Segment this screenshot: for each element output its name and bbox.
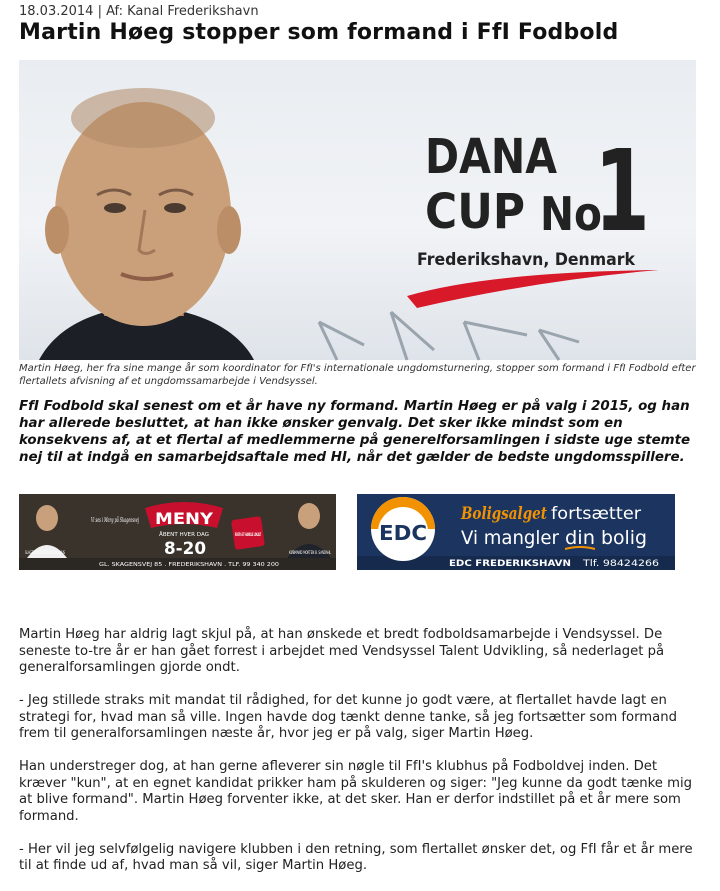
- left-ear: [45, 206, 69, 254]
- hero-image: [19, 60, 696, 360]
- shaved-hair: [71, 88, 215, 148]
- article-paragraph: - Jeg stillede straks mit mandat til rådighed, for det kunne jo godt være, at flertallet havde lagt en strategi for, hvad man så ville. Ingen havde dog tænkt denne tanke, så jeg fortsætter som formand frem til generalforsamlingen næste år, hvor jeg er på valg, siger Martin Høeg.: [19, 693, 677, 741]
- meny-address: GL. SKAGENSVEJ 85 . FREDERIKSHAVN . TLF. 99 340 200: [99, 562, 280, 568]
- edc-logo-text: EDC: [379, 521, 427, 545]
- image-caption: Martin Høeg, her fra sine mange år som koordinator for FfI's internationale ungdomsturnering, stopper som formand i FfI Fodbold efter flertallets afvisning af et ungdomssamarbejde i Vendsyssel.: [19, 363, 696, 387]
- meny-open-label: ÅBENT HVER DAG: [159, 532, 209, 538]
- article-lead: FfI Fodbold skal senest om et år have ny formand. Martin Høeg er på valg i 2015, og han har allerede besluttet, at han ikke ønsker genvalg. Det sker ikke mindst som en konsekvens af, at et flertal af medlemmerne på generelforsamlingen i sidste uge stemte nej til at indgå en samarbejdsaftale med HI, når det gælder de bedste ungdomsspillere.: [19, 399, 691, 465]
- right-ear: [217, 206, 241, 254]
- person-left-label: SLAGTERMESTER NICOLAI BUUS: [25, 551, 98, 556]
- article-meta: 18.03.2014 | Af: Kanal Frederikshavn: [19, 4, 259, 19]
- right-eye: [164, 203, 186, 213]
- logo-swoosh: [407, 270, 659, 308]
- crane-silhouettes: [319, 312, 579, 360]
- logo-one: 1: [594, 127, 650, 257]
- hero-illustration: [19, 60, 696, 360]
- edc-line2-a: Vi mangler: [461, 527, 560, 549]
- meny-hours: 8-20: [164, 539, 207, 559]
- person-right-photo: [298, 503, 320, 529]
- article-paragraph: Han understreger dog, at han gerne afleverer sin nøgle til FfI's klubhus på Fodboldvej inden. Det kræver "kun", at en egnet kandidat prikker ham på skulderen og siger: "Jeg kunne da godt tænke mig at blive formand". Martin Høeg forventer ikke, at det sker. Han er derfor indstillet på et år mere som formand.: [19, 759, 692, 824]
- person-left-photo: [36, 505, 58, 531]
- logo-location: Frederikshavn, Denmark: [417, 250, 636, 270]
- edc-footer-phone: Tlf. 98424266: [581, 559, 660, 569]
- logo-dana: DANA: [425, 129, 557, 185]
- edc-ad-graphic: [357, 494, 675, 570]
- meny-ad-banner[interactable]: [19, 494, 363, 570]
- article-paragraph: - Her vil jeg selvfølgelig navigere klubben i den retning, som flertallet ønsker det, og FfI får et år mere til at finde ud af, hvad man så vil, siger Martin Høeg.: [19, 841, 693, 873]
- dana-cup-logo: [407, 127, 659, 308]
- meny-ad-graphic: [19, 494, 363, 570]
- edc-footer-name: EDC FREDERIKSHAVN: [449, 559, 571, 569]
- meny-badge-text: [235, 532, 261, 538]
- logo-no: No: [540, 187, 602, 241]
- edc-ad-banner[interactable]: [357, 494, 675, 570]
- edc-line2-b: din: [565, 527, 595, 549]
- edc-line2-c: bolig: [601, 527, 647, 549]
- left-eye: [104, 203, 126, 213]
- edc-script-word: Boligsalget: [460, 504, 548, 524]
- meny-script-text: Vi ses i Meny på Skagensvej: [91, 517, 140, 524]
- article-body: [19, 627, 707, 891]
- article-paragraph: Martin Høeg har aldrig lagt skjul på, at han ønskede et bredt fodboldsamarbejde i Vendsyssel. De seneste to-tre år er han gået forrest i arbejdet med Vendsyssel Talent Udvikling, så nederlaget på generalforsamlingen gjorde ondt.: [19, 627, 665, 675]
- edc-headline-rest: fortsætter: [551, 504, 642, 524]
- person-right-label: KØBMAND MORTEN B. SANDAHL: [289, 551, 363, 556]
- article-title: Martin Høeg stopper som formand i FfI Fodbold: [19, 20, 619, 45]
- logo-cup: CUP: [425, 184, 525, 240]
- meny-logo-text: MENY: [155, 509, 214, 528]
